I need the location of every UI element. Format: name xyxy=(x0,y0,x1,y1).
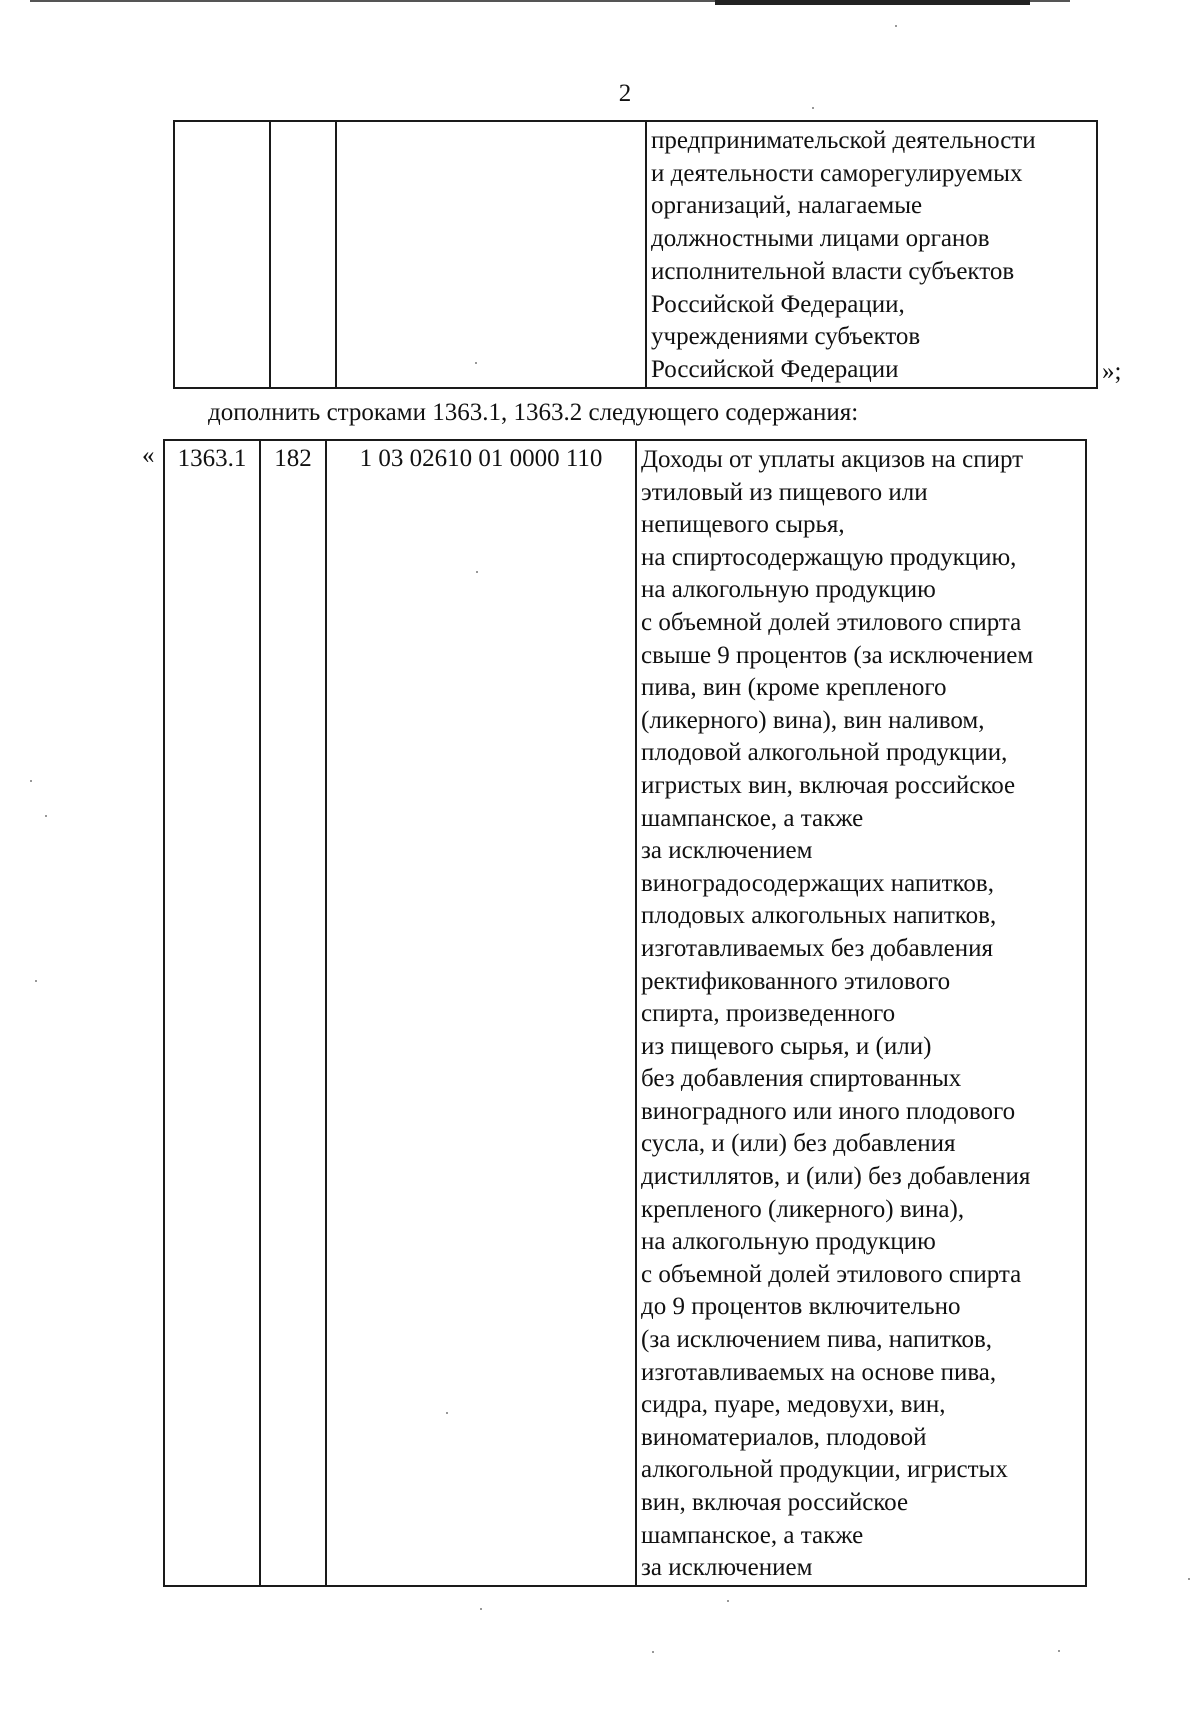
description-line: (ликерного) вина), вин наливом, xyxy=(641,706,985,734)
description-line: на спиртосодержащую продукцию, xyxy=(641,543,1017,571)
kbk-code-cell: 1 03 02610 01 0000 110 xyxy=(326,440,636,1586)
description-line: шампанское, а также xyxy=(641,1521,864,1549)
description-line: шампанское, а также xyxy=(641,804,864,832)
description-line: свыше 9 процентов (за исключением xyxy=(641,641,1034,669)
description-cell xyxy=(646,121,1097,388)
description-line: предпринимательской деятельности xyxy=(651,127,1036,154)
description-line: ректификованного этилового xyxy=(641,967,951,995)
scan-speck xyxy=(1058,1650,1060,1652)
description-line: виноградосодержащих напитков, xyxy=(641,869,994,897)
table-row xyxy=(164,440,1086,1586)
scan-speck xyxy=(475,362,477,364)
row-number-cell: 1363.1 xyxy=(164,440,260,1586)
table-row xyxy=(174,121,1097,388)
scan-speck xyxy=(1188,1578,1190,1580)
scan-speck xyxy=(45,815,47,817)
description-line: сидра, пуаре, медовухи, вин, xyxy=(641,1391,946,1419)
description-line: учреждениями субъектов xyxy=(651,323,921,351)
description-line: этиловый из пищевого или xyxy=(641,478,928,506)
description-line: за исключением xyxy=(641,837,813,865)
description-line: должностными лицами органов xyxy=(651,225,990,253)
description-line: из пищевого сырья, и (или) xyxy=(641,1032,932,1060)
description-line: плодовой алкогольной продукции, xyxy=(641,739,1008,767)
description-cell xyxy=(636,440,1086,1586)
scan-speck xyxy=(812,107,814,109)
scan-speck xyxy=(35,980,37,982)
description-line: игристых вин, включая российское xyxy=(641,771,1016,799)
scan-speck xyxy=(30,780,32,782)
scan-speck xyxy=(476,571,478,573)
description-line: Российской Федерации xyxy=(651,355,899,383)
description-line: изготавливаемых без добавления xyxy=(641,934,994,962)
description-line: с объемной долей этилового спирта xyxy=(641,608,1022,636)
description-line: без добавления спиртованных xyxy=(641,1065,962,1093)
description-line: непищевого сырья, xyxy=(641,511,845,539)
description-line: исполнительной власти субъектов xyxy=(651,257,1015,285)
description-line: крепленого (ликерного) вина), xyxy=(641,1195,965,1223)
scan-top-border-thick xyxy=(715,0,1030,5)
description-line: на алкогольную продукцию xyxy=(641,576,936,604)
scan-speck xyxy=(895,25,897,27)
description-line: Доходы от уплаты акцизов на спирт xyxy=(641,446,1024,473)
closing-quote-mark: »; xyxy=(1102,358,1122,385)
scan-speck xyxy=(652,1651,654,1653)
previous-row-table xyxy=(173,120,1098,389)
page-number: 2 xyxy=(618,80,632,107)
amendment-instruction: дополнить строками 1363.1, 1363.2 следующего содержания: xyxy=(208,399,859,426)
admin-code-cell xyxy=(270,121,336,388)
row-number-cell xyxy=(174,121,270,388)
description-line: сусла, и (или) без добавления xyxy=(641,1130,956,1158)
scan-speck xyxy=(480,1608,482,1610)
description-line: Российской Федерации, xyxy=(651,290,905,318)
kbk-code-cell xyxy=(336,121,646,388)
description-line: виноградного или иного плодового xyxy=(641,1097,1016,1125)
description-line: (за исключением пива, напитков, xyxy=(641,1326,993,1354)
scan-speck xyxy=(727,1600,729,1602)
description-line: за исключением xyxy=(641,1554,813,1582)
description-line: на алкогольную продукцию xyxy=(641,1228,936,1256)
description-line: изготавливаемых на основе пива, xyxy=(641,1358,997,1386)
new-rows-table xyxy=(163,439,1087,1587)
description-line: спирта, произведенного xyxy=(641,1000,896,1028)
description-line: алкогольной продукции, игристых xyxy=(641,1456,1008,1484)
description-line: и деятельности саморегулируемых xyxy=(651,159,1023,187)
description-line: организаций, налагаемые xyxy=(651,192,923,220)
admin-code-cell: 182 xyxy=(260,440,326,1586)
description-line: дистиллятов, и (или) без добавления xyxy=(641,1163,1031,1191)
description-line: с объемной долей этилового спирта xyxy=(641,1260,1022,1288)
description-line: пива, вин (кроме крепленого xyxy=(641,674,947,702)
description-line: вин, включая российское xyxy=(641,1489,909,1516)
description-line: виноматериалов, плодовой xyxy=(641,1423,927,1451)
opening-quote-mark: « xyxy=(142,442,155,469)
scan-speck xyxy=(446,1412,448,1414)
description-line: плодовых алкогольных напитков, xyxy=(641,902,997,930)
description-line: до 9 процентов включительно xyxy=(641,1293,961,1321)
